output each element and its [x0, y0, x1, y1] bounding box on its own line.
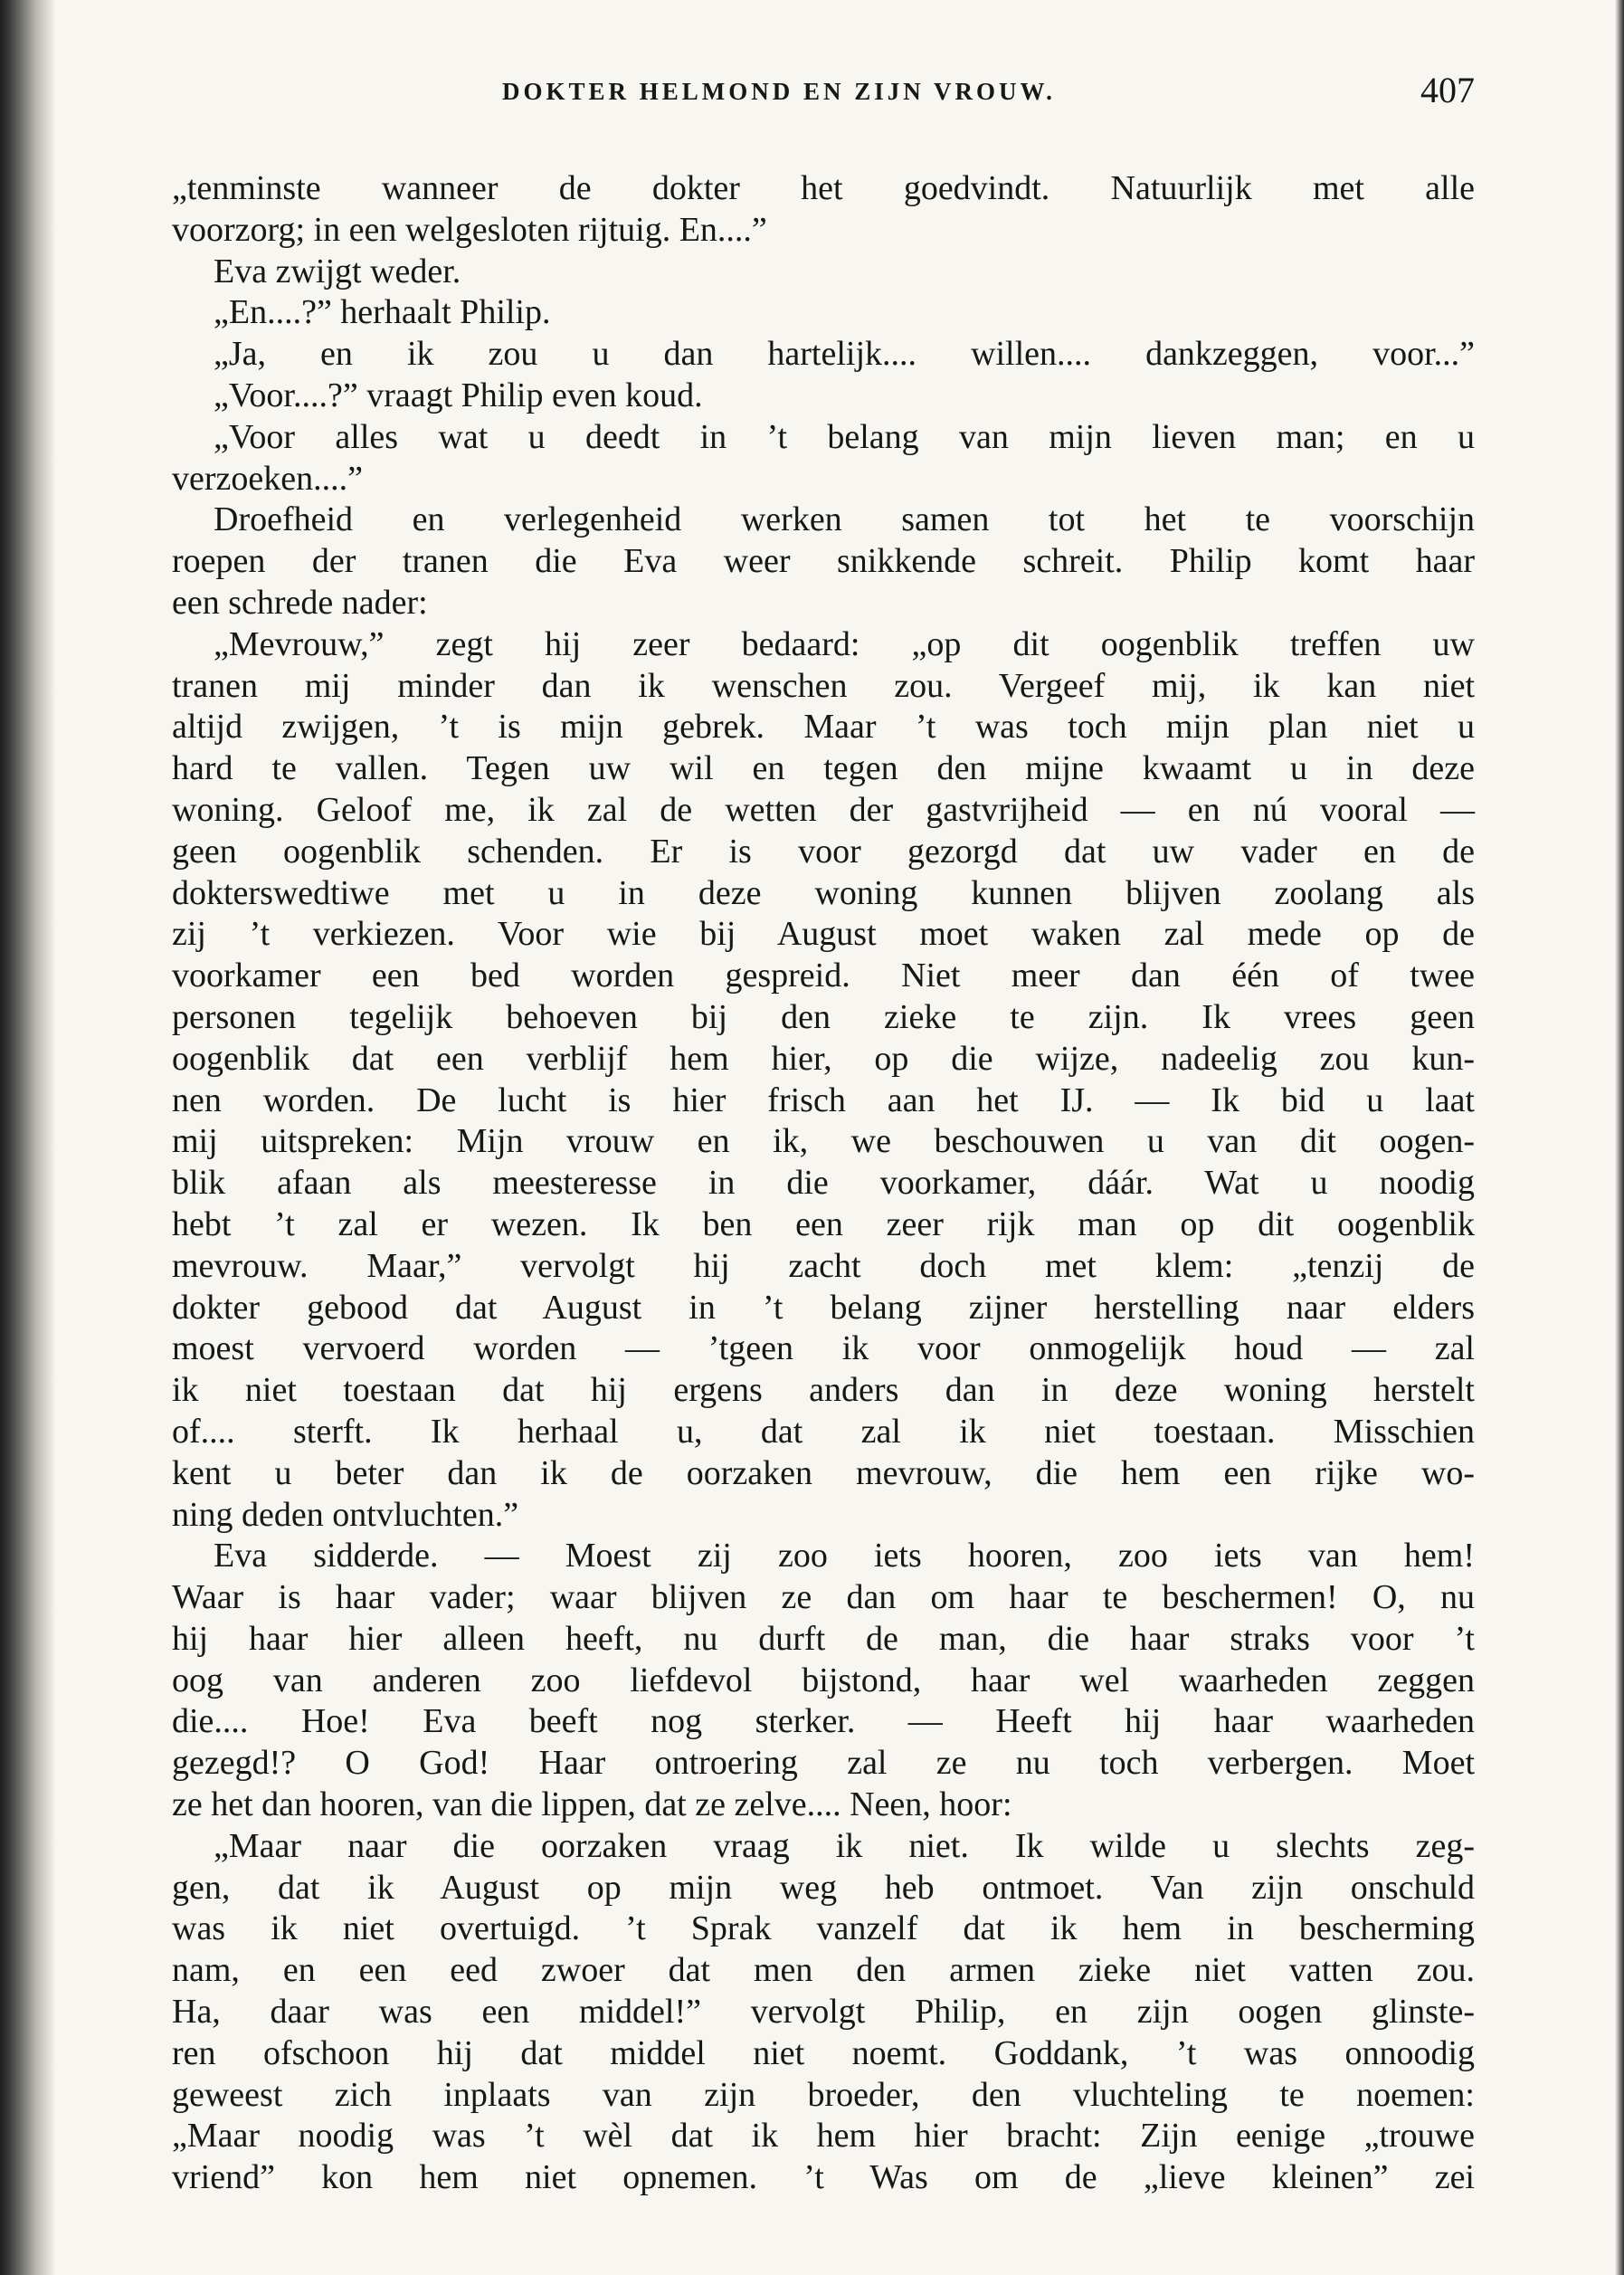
text-line: ik niet toestaan dat hij ergens anders dan in deze woning herstelt	[172, 1371, 1475, 1410]
text-line: moest vervoerd worden — ’tgeen ik voor onmogelijk houd — zal	[172, 1329, 1475, 1368]
text-line: die.... Hoe! Eva beeft nog sterker. — Heeft hij haar waarheden	[172, 1702, 1475, 1741]
running-head	[181, 65, 1475, 129]
text-line: „Voor....?” vraagt Philip even koud.	[214, 376, 703, 414]
text-line: roepen der tranen die Eva weer snikkende schreit. Philip komt haar	[172, 542, 1475, 581]
text-line: dokterswedtiwe met u in deze woning kunnen blijven zoolang als	[172, 873, 1475, 912]
text-line: voorzorg; in een welgesloten rijtuig. En....”	[172, 210, 767, 249]
text-line: kent u beter dan ik de oorzaken mevrouw, die hem een rijke wo-	[172, 1453, 1475, 1492]
text-line: woning. Geloof me, ik zal de wetten der gastvrijheid — en nú vooral —	[172, 790, 1475, 829]
text-line: een schrede nader:	[172, 583, 428, 622]
text-line: dokter gebood dat August in ’t belang zijner herstelling naar elders	[172, 1288, 1475, 1327]
text-line: gezegd!? O God! Haar ontroering zal ze nu toch verbergen. Moet	[172, 1744, 1475, 1783]
text-line: mevrouw. Maar,” vervolgt hij zacht doch met klem: „tenzij de	[172, 1246, 1475, 1285]
text-line: hard te vallen. Tegen uw wil en tegen den mijne kwaamt u in deze	[172, 749, 1475, 788]
text-line: „Maar noodig was ’t wèl dat ik hem hier bracht: Zijn eenige „trouwe	[172, 2117, 1475, 2156]
text-line: „En....?” herhaalt Philip.	[214, 293, 551, 332]
text-line: geweest zich inplaats van zijn broeder, den vluchteling te noemen:	[172, 2075, 1475, 2114]
text-line: gen, dat ik August op mijn weg heb ontmoet. Van zijn onschuld	[172, 1868, 1475, 1907]
text-line: hebt ’t zal er wezen. Ik ben een zeer rijk man op dit oogenblik	[172, 1204, 1475, 1243]
body-text	[172, 168, 1475, 2250]
running-title: DOKTER HELMOND EN ZIJN VROUW.	[502, 78, 1056, 105]
text-line: personen tegelijk behoeven bij den zieke te zijn. Ik vrees geen	[172, 997, 1475, 1036]
text-line: „Voor alles wat u deedt in ’t belang van mijn lieven man; en u	[214, 417, 1475, 456]
text-line: Eva zwijgt weder.	[214, 252, 461, 290]
text-line: geen oogenblik schenden. Er is voor gezorgd dat uw vader en de	[172, 832, 1475, 871]
text-line: zij ’t verkiezen. Voor wie bij August moet waken zal mede op de	[172, 915, 1475, 954]
text-line: Ha, daar was een middel!” vervolgt Philip, en zijn oogen glinste-	[172, 1993, 1475, 2032]
text-line: „Mevrouw,” zegt hij zeer bedaard: „op dit oogenblik treffen uw	[214, 624, 1475, 663]
text-line: was ik niet overtuigd. ’t Sprak vanzelf dat ik hem in bescherming	[172, 1909, 1475, 1948]
text-line: ze het dan hooren, van die lippen, dat ze zelve.... Neen, hoor:	[172, 1785, 1012, 1824]
text-line: „Ja, en ik zou u dan hartelijk.... willen.... dankzeggen, voor...”	[214, 335, 1475, 374]
text-line: tranen mij minder dan ik wenschen zou. Vergeef mij, ik kan niet	[172, 666, 1475, 705]
text-line: blik afaan als meesteresse in die voorkamer, dáár. Wat u noodig	[172, 1164, 1475, 1203]
text-line: oog van anderen zoo liefdevol bijstond, haar wel waarheden zeggen	[172, 1661, 1475, 1699]
text-line: nen worden. De lucht is hier frisch aan het IJ. — Ik bid u laat	[172, 1080, 1475, 1119]
text-line: voorkamer een bed worden gespreid. Niet meer dan één of twee	[172, 957, 1475, 995]
text-line: oogenblik dat een verblijf hem hier, op die wijze, nadeelig zou kun-	[172, 1039, 1475, 1078]
text-line: „Maar naar die oorzaken vraag ik niet. Ik wilde u slechts zeg-	[214, 1826, 1475, 1865]
text-line: verzoeken....”	[172, 459, 363, 498]
text-line: hij haar hier alleen heeft, nu durft de man, die haar straks voor ’t	[172, 1619, 1475, 1658]
book-binding-edge	[0, 0, 56, 2275]
page-number: 407	[1420, 70, 1475, 110]
text-line: of.... sterft. Ik herhaal u, dat zal ik niet toestaan. Misschien	[172, 1412, 1475, 1451]
text-line: altijd zwijgen, ’t is mijn gebrek. Maar ’t was toch mijn plan niet u	[172, 708, 1475, 747]
text-line: ren ofschoon hij dat middel niet noemt. Goddank, ’t was onnoodig	[172, 2033, 1475, 2072]
text-line: „tenminste wanneer de dokter het goedvindt. Natuurlijk met alle	[172, 169, 1475, 207]
text-line: ning deden ontvluchten.”	[172, 1495, 519, 1534]
text-line: Droefheid en verlegenheid werken samen tot het te voorschijn	[214, 500, 1475, 539]
text-line: vriend” kon hem niet opnemen. ’t Was om de „lieve kleinen” zei	[172, 2158, 1475, 2197]
text-line: nam, en een eed zwoer dat men den armen zieke niet vatten zou.	[172, 1951, 1475, 1990]
page-right-edge	[1615, 0, 1624, 2275]
text-line: Eva sidderde. — Moest zij zoo iets hooren, zoo iets van hem!	[214, 1537, 1475, 1575]
text-line: Waar is haar vader; waar blijven ze dan om haar te beschermen! O, nu	[172, 1578, 1475, 1617]
text-line: mij uitspreken: Mijn vrouw en ik, we beschouwen u van dit oogen-	[172, 1122, 1475, 1161]
